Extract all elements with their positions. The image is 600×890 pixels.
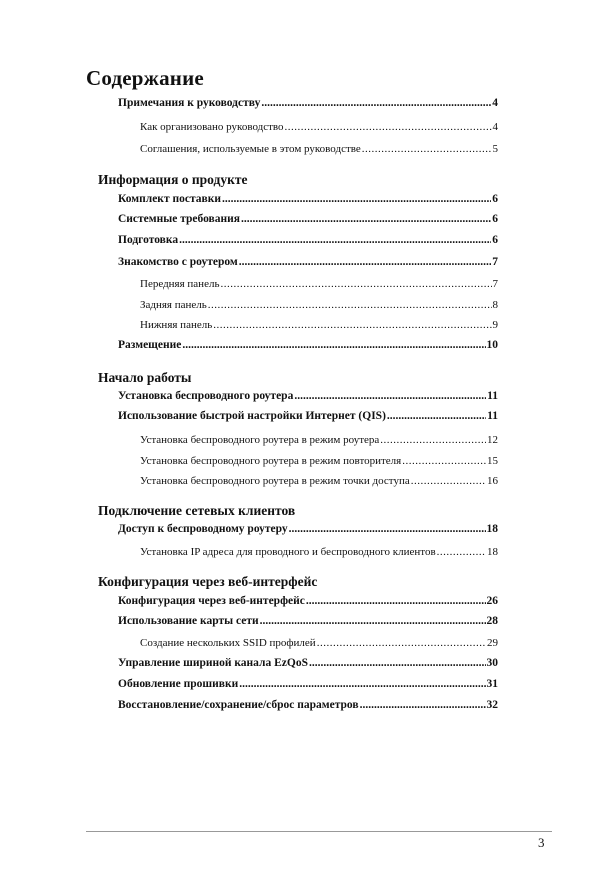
- toc-entry[interactable]: [140, 475, 498, 487]
- toc-entry[interactable]: [140, 637, 498, 649]
- toc-page-number: 6: [492, 193, 498, 205]
- leader-dots: [222, 193, 491, 205]
- toc-entry[interactable]: [140, 278, 498, 290]
- toc-entry[interactable]: [140, 143, 498, 155]
- toc-page-number: 9: [492, 319, 498, 331]
- section-heading: Конфигурация через веб-интерфейс: [98, 574, 318, 589]
- leader-dots: [179, 234, 491, 246]
- toc-entry-text: Задняя панель: [140, 299, 207, 311]
- toc-entry[interactable]: [118, 699, 498, 711]
- toc-entry-text: Установка беспроводного роутера в режим роутера: [140, 434, 380, 446]
- toc-entry[interactable]: [118, 213, 498, 225]
- leader-dots: [317, 637, 486, 649]
- leader-dots: [289, 523, 486, 535]
- toc-page-number: 18: [487, 546, 498, 558]
- toc-entry[interactable]: [140, 319, 498, 331]
- toc-entry[interactable]: [118, 657, 498, 669]
- toc-page-number: 29: [487, 637, 498, 649]
- section-heading: Начало работы: [98, 370, 192, 385]
- toc-page-number: 6: [492, 213, 498, 225]
- toc-entry-text: Установка IP адреса для проводного и беспроводного клиентов: [140, 546, 436, 558]
- toc-page-number: 6: [492, 234, 498, 246]
- toc-page-number: 30: [486, 657, 498, 669]
- toc-page-number: 11: [487, 390, 498, 402]
- toc-entry-text: Знакомство с роутером: [118, 256, 238, 268]
- toc-entry-text: Восстановление/сохранение/сброс параметров: [118, 699, 359, 711]
- toc-entry-text: Подготовка: [118, 234, 179, 246]
- toc-entry[interactable]: [140, 434, 498, 446]
- leader-dots: [182, 339, 485, 351]
- leader-dots: [261, 97, 491, 109]
- leader-dots: [411, 475, 486, 487]
- toc-page-number: 4: [492, 121, 498, 133]
- leader-dots: [239, 256, 492, 268]
- toc-entry[interactable]: [140, 546, 498, 558]
- toc-page-number: 26: [486, 595, 498, 607]
- page-title: Содержание: [86, 66, 204, 90]
- leader-dots: [241, 213, 491, 225]
- leader-dots: [220, 278, 491, 290]
- leader-dots: [387, 410, 486, 422]
- toc-entry-text: Нижняя панель: [140, 319, 213, 331]
- toc-entry-text: Установка беспроводного роутера в режим повторителя: [140, 455, 402, 467]
- toc-entry-text: Комплект поставки: [118, 193, 221, 205]
- toc-entry-text: Соглашения, используемые в этом руководстве: [140, 143, 361, 155]
- toc-entry-text: Доступ к беспроводному роутеру: [118, 523, 288, 535]
- toc-page-number: 11: [487, 410, 498, 422]
- leader-dots: [380, 434, 486, 446]
- toc-entry-text: Установка беспроводного роутера: [118, 390, 294, 402]
- toc-page-number: 4: [492, 97, 498, 109]
- toc-page-number: 28: [486, 615, 498, 627]
- toc-entry-text: Размещение: [118, 339, 182, 351]
- toc-entry[interactable]: [140, 121, 498, 133]
- toc-entry-text: Примечания к руководству: [118, 97, 261, 109]
- toc-page-number: 16: [487, 475, 498, 487]
- leader-dots: [437, 546, 486, 558]
- toc-page-number: 15: [487, 455, 498, 467]
- toc-page-number: 7: [492, 278, 498, 290]
- toc-entry-text: Установка беспроводного роутера в режим точки доступа: [140, 475, 410, 487]
- toc-entry-text: Использование карты сети: [118, 615, 259, 627]
- page-number: 3: [538, 835, 545, 850]
- toc-entry[interactable]: [118, 410, 498, 422]
- toc-page-number: 7: [492, 256, 498, 268]
- leader-dots: [239, 678, 485, 690]
- toc-entry[interactable]: [118, 595, 498, 607]
- leader-dots: [208, 299, 492, 311]
- leader-dots: [360, 699, 486, 711]
- leader-dots: [213, 319, 491, 331]
- leader-dots: [285, 121, 492, 133]
- toc-page-number: 5: [492, 143, 498, 155]
- leader-dots: [402, 455, 486, 467]
- toc-entry[interactable]: [118, 256, 498, 268]
- section-heading: Подключение сетевых клиентов: [98, 503, 296, 518]
- leader-dots: [362, 143, 492, 155]
- leader-dots: [309, 657, 486, 669]
- leader-dots: [294, 390, 486, 402]
- toc-entry-text: Использование быстрой настройки Интернет (QIS): [118, 410, 386, 422]
- toc-entry[interactable]: [118, 615, 498, 627]
- toc-entry[interactable]: [140, 299, 498, 311]
- toc-page-number: 10: [486, 339, 498, 351]
- toc-entry-text: Как организовано руководство: [140, 121, 284, 133]
- toc-entry-text: Системные требования: [118, 213, 240, 225]
- toc-entry[interactable]: [118, 390, 498, 402]
- toc-entry[interactable]: [118, 97, 498, 109]
- toc-page-number: 32: [486, 699, 498, 711]
- toc-entry[interactable]: [118, 193, 498, 205]
- leader-dots: [306, 595, 486, 607]
- toc-entry[interactable]: [140, 455, 498, 467]
- section-heading: Информация о продукте: [98, 172, 248, 187]
- leader-dots: [260, 615, 486, 627]
- toc-entry[interactable]: [118, 678, 498, 690]
- toc-page-number: 18: [486, 523, 498, 535]
- toc-entry[interactable]: [118, 234, 498, 246]
- toc-page-number: 8: [492, 299, 498, 311]
- toc-entry[interactable]: [118, 523, 498, 535]
- toc-page-number: 31: [486, 678, 498, 690]
- toc-entry-text: Управление шириной канала EzQoS: [118, 657, 308, 669]
- toc-entry-text: Конфигурация через веб-интерфейс: [118, 595, 305, 607]
- toc-entry-text: Создание нескольких SSID профилей: [140, 637, 316, 649]
- footer-divider: [86, 831, 552, 832]
- toc-entry[interactable]: [118, 339, 498, 351]
- toc-entry-text: Передняя панель: [140, 278, 220, 290]
- toc-page-number: 12: [487, 434, 498, 446]
- toc-entry-text: Обновление прошивки: [118, 678, 239, 690]
